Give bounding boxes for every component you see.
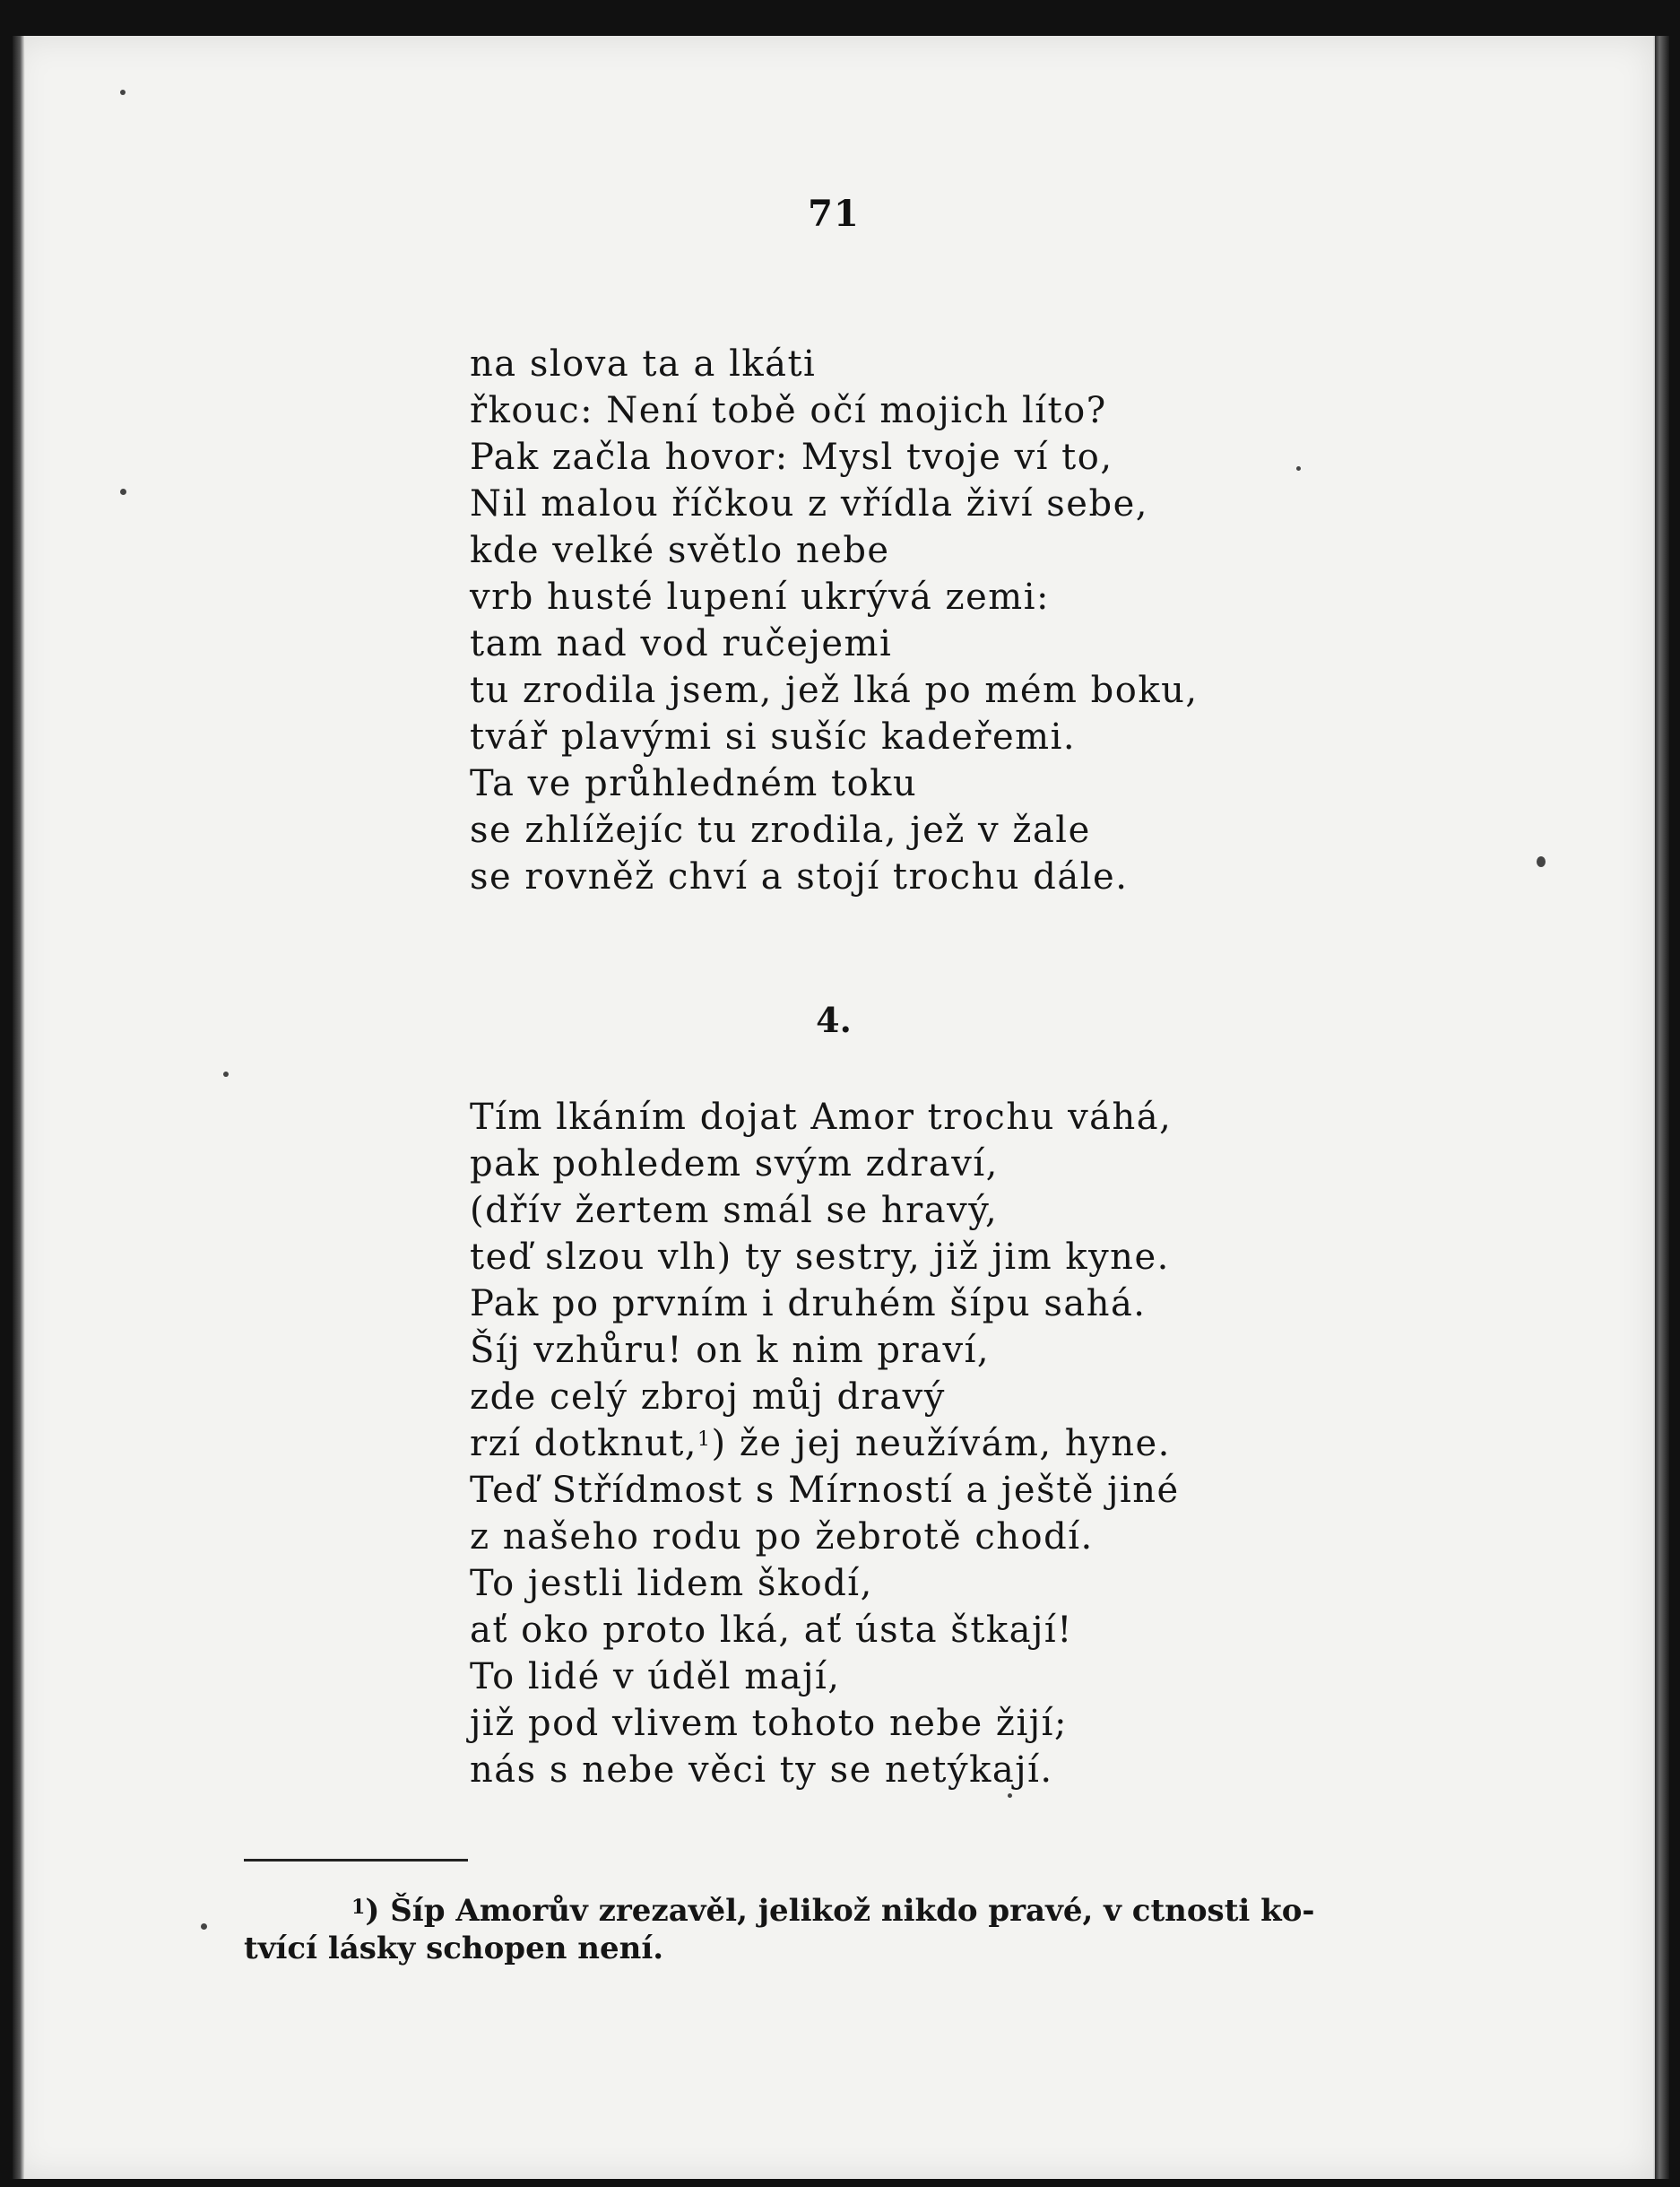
verse-line: vrb husté lupení ukrývá zemi: xyxy=(470,577,1050,618)
verse-line: Nil malou říčkou z vřídla živí sebe, xyxy=(470,483,1148,525)
paper-speck xyxy=(1296,466,1301,471)
verse-line: nás s nebe věci ty se netýkají. xyxy=(470,1749,1053,1791)
verse-line-start: rzí dotknut, xyxy=(470,1423,698,1464)
verse-line: na slova ta a lkáti xyxy=(470,343,817,385)
page-left-edge xyxy=(13,36,25,2179)
verse-line-with-footnote xyxy=(470,1420,1180,1467)
verse-line: Pak po prvním i druhém šípu sahá. xyxy=(470,1283,1147,1324)
verse-line: Pak začla hovor: Mysl tvoje ví to, xyxy=(470,437,1113,478)
footnote-divider xyxy=(244,1859,468,1862)
verse-line: tu zrodila jsem, jež lká po mém boku, xyxy=(470,670,1199,711)
page-number: 71 xyxy=(808,193,860,235)
paper-speck xyxy=(120,489,126,495)
paper-speck xyxy=(223,1072,229,1077)
verse-line: již pod vlivem tohoto nebe žijí; xyxy=(470,1703,1068,1744)
paper-speck xyxy=(1537,856,1546,867)
footnote-line: tvící lásky schopen není. xyxy=(244,1931,664,1966)
book-page xyxy=(13,36,1655,2179)
footnote-line xyxy=(244,1892,1391,1930)
paper-speck xyxy=(201,1923,207,1930)
paper-speck xyxy=(120,90,126,95)
section-number: 4. xyxy=(816,1000,852,1040)
footnote-text: ) Šíp Amorův zrezavěl, jelikož nikdo pravé, v ctnosti ko- xyxy=(365,1893,1315,1929)
verse-line: Ta ve průhledném toku xyxy=(470,763,918,804)
verse-line: se rovněž chví a stojí trochu dále. xyxy=(470,856,1129,898)
footnote-marker: 1 xyxy=(351,1896,366,1919)
verse-line: Tím lkáním dojat Amor trochu váhá, xyxy=(470,1097,1173,1138)
stanza-2 xyxy=(470,1094,1180,1793)
verse-line: Teď Střídmost s Mírností a ještě jiné xyxy=(470,1470,1180,1511)
paper-speck xyxy=(1008,1793,1012,1798)
verse-line: tvář plavými si sušíc kadeřemi. xyxy=(470,716,1077,758)
verse-line: tam nad vod ručejemi xyxy=(470,623,893,664)
verse-line: (dřív žertem smál se hravý, xyxy=(470,1190,999,1231)
verse-line: To jestli lidem škodí, xyxy=(470,1563,873,1604)
verse-line: zde celý zbroj můj dravý xyxy=(470,1376,946,1418)
verse-line: teď slzou vlh) ty sestry, již jim kyne. xyxy=(470,1237,1170,1278)
footnote xyxy=(244,1892,1391,1967)
verse-line: kde velké světlo nebe xyxy=(470,530,890,571)
verse-line: se zhlížejíc tu zrodila, jež v žale xyxy=(470,810,1091,851)
verse-line: Šíj vzhůru! on k nim praví, xyxy=(470,1330,991,1371)
footnote-reference[interactable]: 1 xyxy=(697,1428,712,1451)
verse-line-end: ) že jej neužívám, hyne. xyxy=(711,1423,1171,1464)
stanza-1 xyxy=(470,341,1199,900)
verse-line: pak pohledem svým zdraví, xyxy=(470,1143,999,1185)
verse-line: ať oko proto lká, ať ústa štkají! xyxy=(470,1610,1073,1651)
verse-line: řkouc: Není tobě očí mojich líto? xyxy=(470,390,1107,431)
page-right-edge xyxy=(1653,36,1669,2179)
verse-line: z našeho rodu po žebrotě chodí. xyxy=(470,1516,1094,1558)
verse-line: To lidé v úděl mají, xyxy=(470,1656,841,1697)
